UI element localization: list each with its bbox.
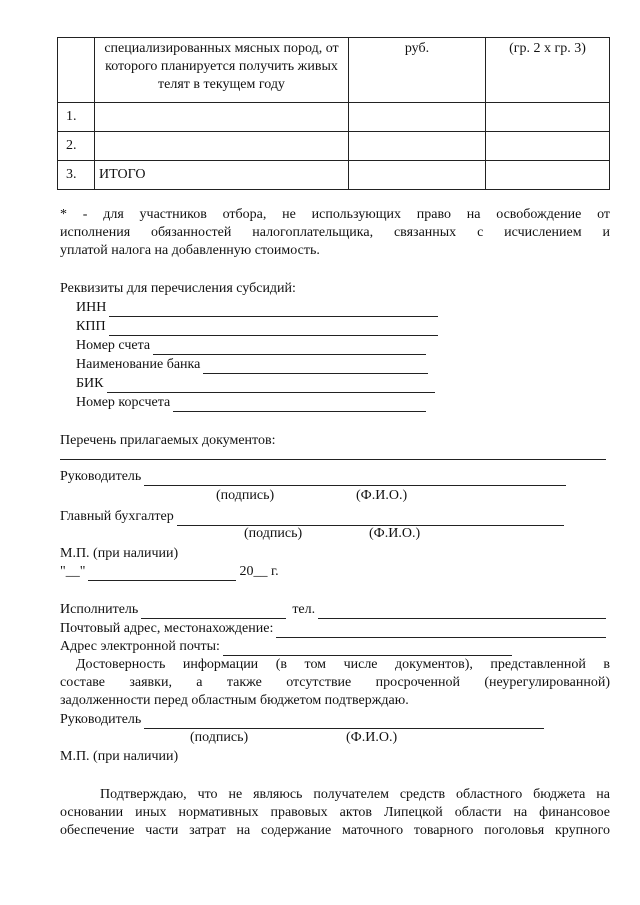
date-year: 20__ г. — [239, 564, 279, 579]
signature-caption: (подпись) — [244, 526, 303, 541]
email-label: Адрес электронной почты: — [60, 639, 220, 654]
reliability-line: составе заявки, а также отсутствие просроченной (неурегулированной) — [60, 675, 610, 690]
bank-blank[interactable] — [203, 360, 428, 374]
executor-label: Исполнитель — [60, 602, 139, 617]
date-line — [60, 563, 300, 581]
email-line — [60, 638, 512, 656]
table-row — [58, 161, 610, 190]
subsidy-table — [57, 37, 610, 190]
table-cell — [486, 161, 610, 190]
footnote-line: * - для участников отбора, не использующих право на освобождение от — [60, 207, 610, 222]
bank-line — [60, 356, 428, 374]
table-header-cell: (гр. 2 х гр. 3) — [486, 38, 610, 103]
head-label: Руководитель — [60, 469, 142, 484]
accountant-sign-line — [60, 508, 564, 526]
confirm-line: Подтверждаю, что не являюсь получателем средств областного бюджета на — [100, 787, 610, 802]
executor-blank[interactable] — [141, 605, 286, 619]
table-cell — [486, 103, 610, 132]
email-blank[interactable] — [223, 642, 512, 656]
requisites-title: Реквизиты для перечисления субсидий: — [60, 281, 296, 296]
docs-list-title: Перечень прилагаемых документов: — [60, 433, 276, 448]
kpp-blank[interactable] — [109, 322, 438, 336]
postal-label: Почтовый адрес, местонахождение: — [60, 621, 274, 636]
footnote-line: уплатой налога на добавленную стоимость. — [60, 243, 320, 258]
row-name — [95, 103, 349, 132]
table-cell — [349, 132, 486, 161]
confirm-line: основании иных нормативных правовых актов Липецкой области на финансовое — [60, 805, 610, 820]
bik-label: БИК — [76, 376, 104, 391]
table-cell — [349, 103, 486, 132]
postal-line — [60, 620, 606, 638]
table-row — [58, 132, 610, 161]
corr-blank[interactable] — [173, 398, 426, 412]
head-sign-line — [60, 468, 566, 486]
row-number: 3. — [58, 161, 95, 190]
signature-caption: (подпись) — [216, 488, 275, 503]
table-cell — [58, 38, 95, 103]
head-sign-line-2 — [60, 711, 544, 729]
row-number: 1. — [58, 103, 95, 132]
row-name — [95, 132, 349, 161]
executor-line — [60, 601, 606, 619]
bik-blank[interactable] — [107, 379, 436, 393]
date-day: "__" — [60, 564, 86, 579]
inn-blank[interactable] — [109, 303, 438, 317]
inn-label: ИНН — [76, 300, 107, 315]
phone-label: тел. — [292, 602, 316, 617]
fio-caption: (Ф.И.О.) — [346, 730, 398, 745]
table-header-cell: руб. — [349, 38, 486, 103]
row-number: 2. — [58, 132, 95, 161]
reliability-line: Достоверность информации (в том числе документов), представленной в — [76, 657, 610, 672]
docs-list-blank[interactable] — [60, 446, 606, 460]
kpp-line — [60, 318, 438, 336]
signature-caption: (подпись) — [190, 730, 249, 745]
bik-line — [60, 375, 435, 393]
head-sign-blank[interactable] — [144, 715, 544, 729]
stamp-label: М.П. (при наличии) — [60, 546, 179, 561]
corr-label: Номер корсчета — [76, 395, 171, 410]
accountant-label: Главный бухгалтер — [60, 509, 174, 524]
account-label: Номер счета — [76, 338, 151, 353]
bank-label: Наименование банка — [76, 357, 201, 372]
table-cell — [349, 161, 486, 190]
head-sign-blank[interactable] — [144, 472, 566, 486]
stamp-label: М.П. (при наличии) — [60, 749, 179, 764]
kpp-label: КПП — [76, 319, 106, 334]
fio-caption: (Ф.И.О.) — [356, 488, 408, 503]
fio-caption: (Ф.И.О.) — [369, 526, 421, 541]
head-label: Руководитель — [60, 712, 142, 727]
table-cell — [486, 132, 610, 161]
accountant-sign-blank[interactable] — [177, 512, 564, 526]
postal-blank[interactable] — [276, 624, 606, 638]
row-name: ИТОГО — [95, 161, 349, 190]
phone-blank[interactable] — [318, 605, 606, 619]
confirm-line: обеспечение части затрат на содержание маточного товарного поголовья крупного — [60, 823, 610, 838]
inn-line — [60, 299, 438, 317]
reliability-line: задолженности перед областным бюджетом подтверждаю. — [60, 693, 409, 708]
account-line — [60, 337, 426, 355]
account-blank[interactable] — [153, 341, 426, 355]
table-header-row — [58, 38, 610, 103]
footnote-line: исполнения обязанностей налогоплательщика, связанных с исчислением и — [60, 225, 610, 240]
table-header-cell: специализированных мясных пород, от которого планируется получить живых телят в текущем году — [95, 38, 349, 103]
date-month-blank[interactable] — [88, 567, 236, 581]
table-row — [58, 103, 610, 132]
corr-line — [60, 394, 426, 412]
